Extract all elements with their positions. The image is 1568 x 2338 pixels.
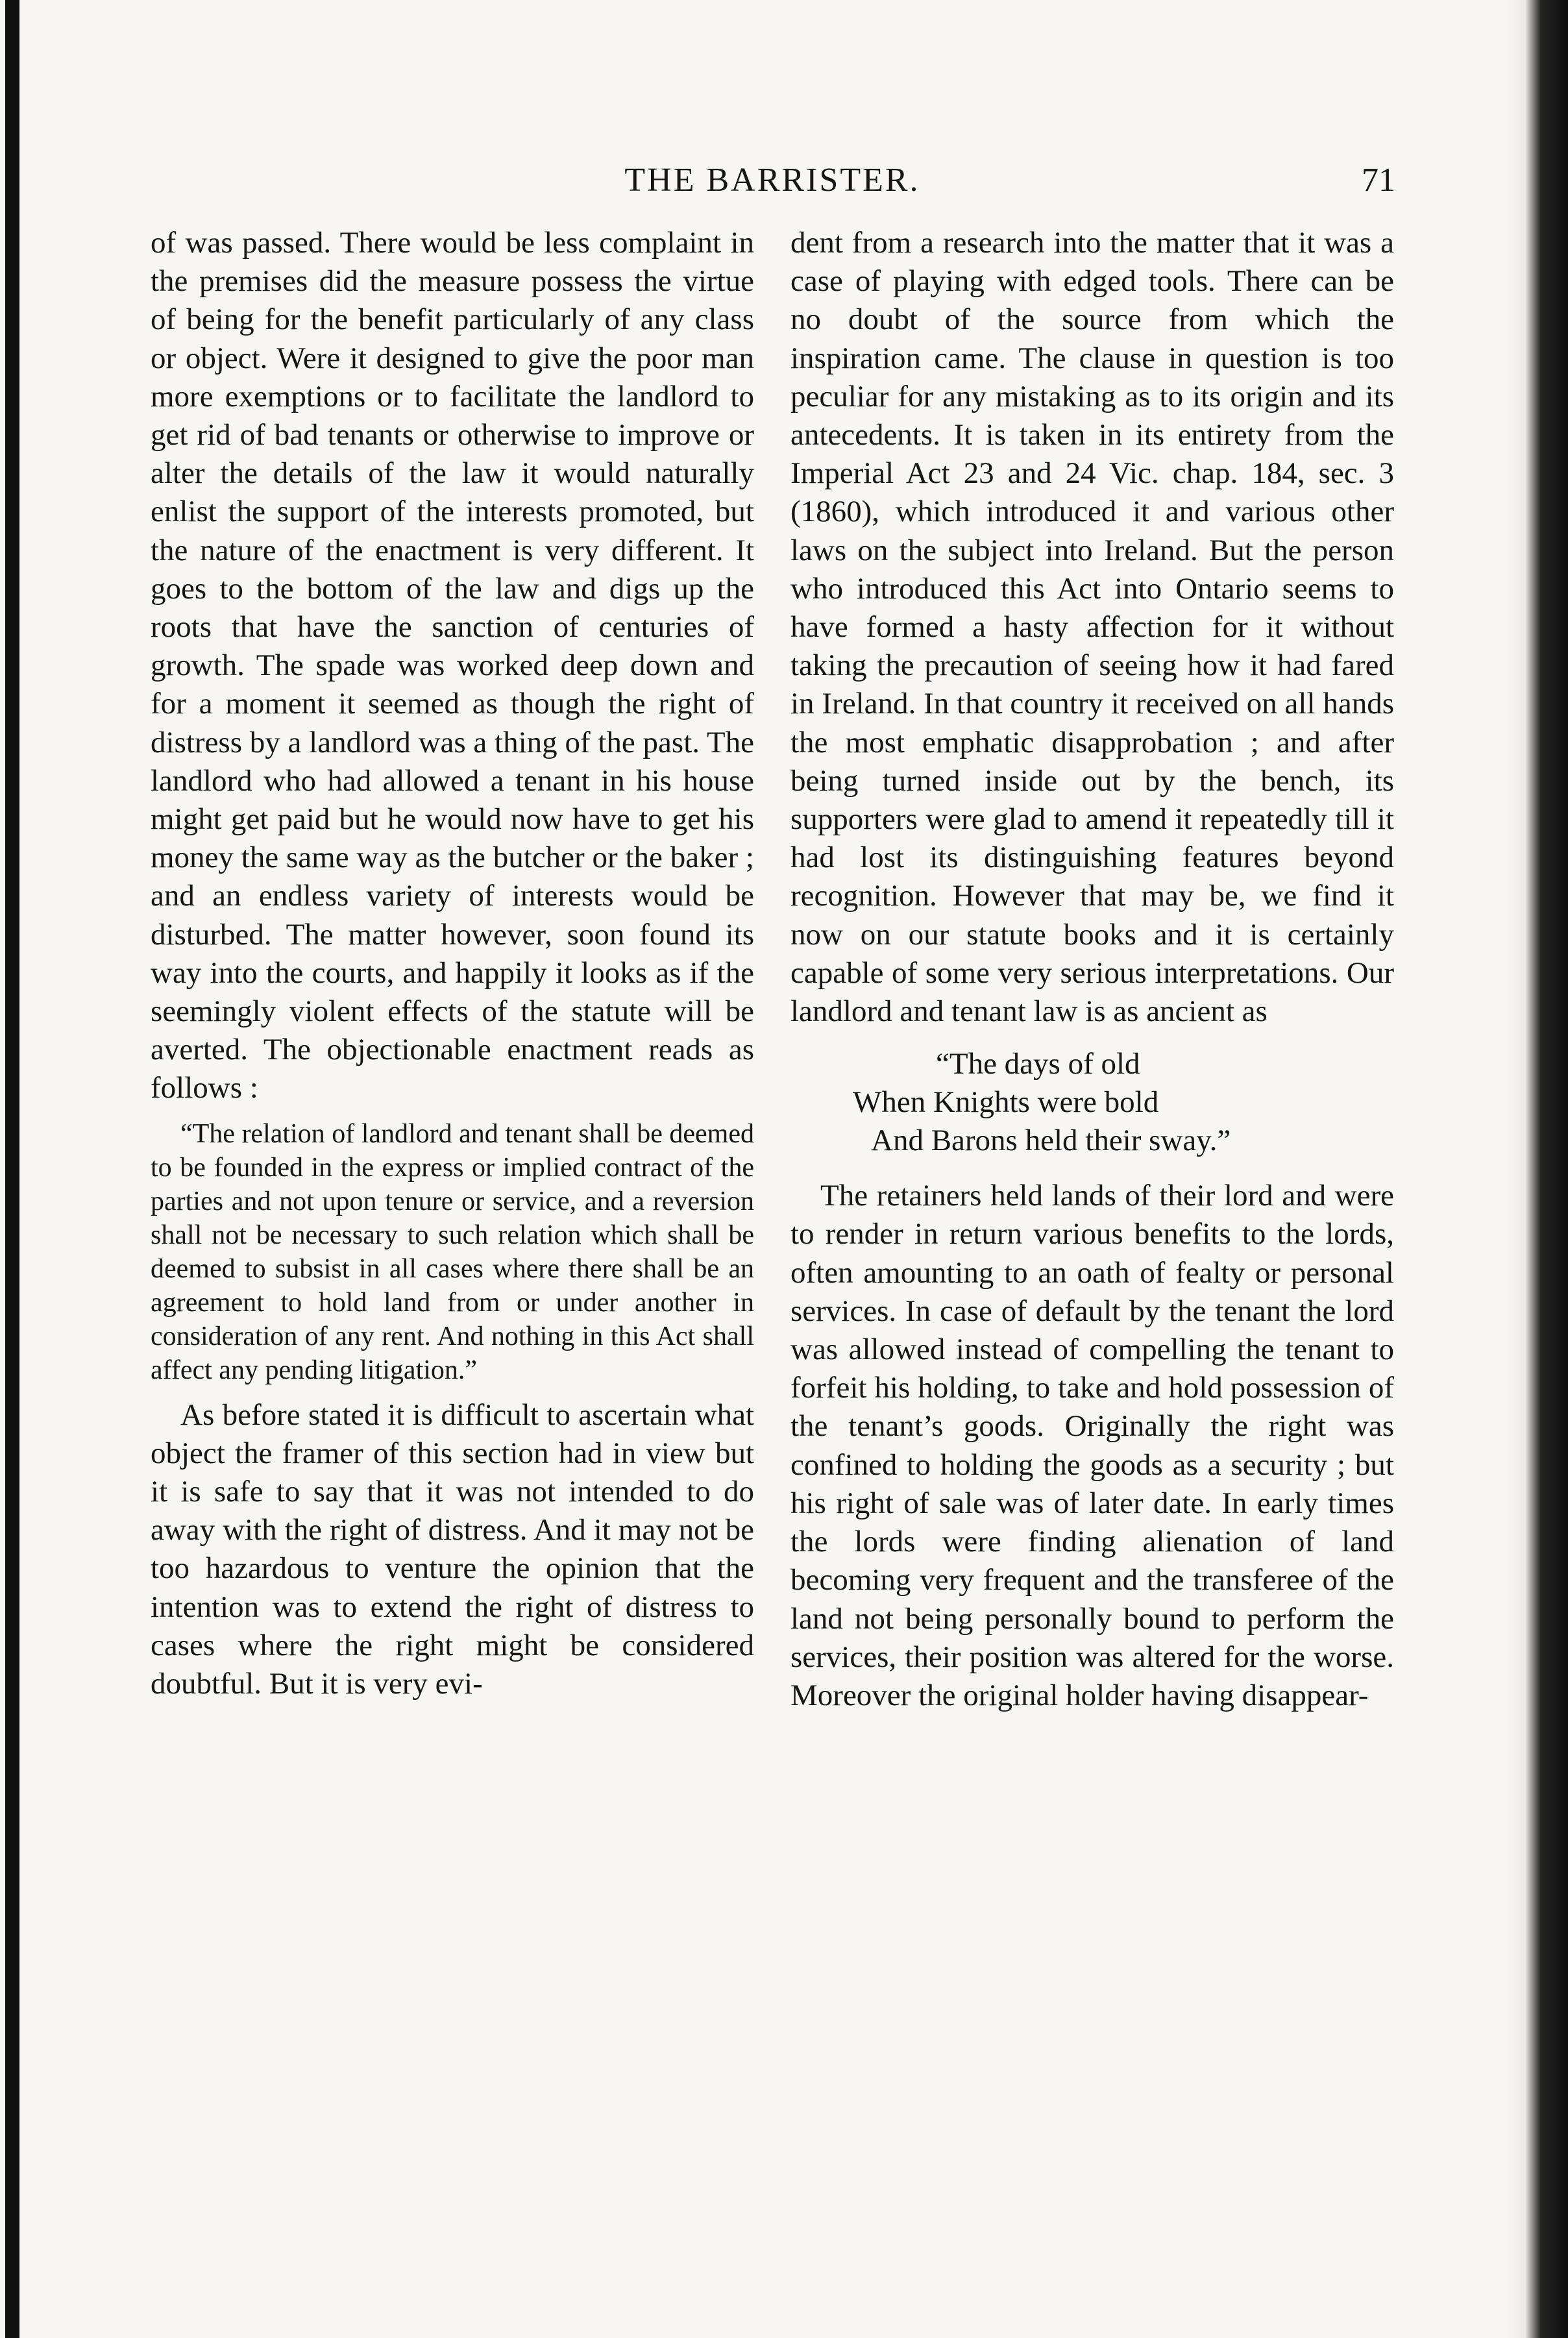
verse-line: And Barons held their sway.” bbox=[871, 1124, 1231, 1158]
scan-right-edge bbox=[1507, 0, 1568, 2338]
right-paragraph-1: dent from a research into the matter that it was a case of playing with edged tools. There can be no doubt of the source from which the inspiration came. The clause in question is too peculiar for any mistaking as to its origin and its antecedents. It is taken in its entirety from the Imperial Act 23 and 24 Vic. chap. 184, sec. 3 (1860), which introduced it and various other laws on the subject into Ireland. But the person who introduced this Act into Ontario seems to have formed a hasty affection for it without taking the precaution of seeing how it had fared in Ireland. In that country it received on all hands the most emphatic disapprobation ; and after being turned inside out by the bench, its supporters were glad to amend it repeatedly till it had lost its distinguishing features beyond recognition. However that may be, we find it now on our statute books and it is certainly capable of some very serious interpretations. Our landlord and tenant law is as ancient as bbox=[790, 226, 1394, 1029]
left-paragraph-1: of was passed. There would be less complaint in the premises did the measure possess the virtue of being for the benefit particularly of any class or object. Were it designed to give the poor man more exemptions or to facilitate the landlord to get rid of bad tenants or otherwise to improve or alter the details of the law it would naturally enlist the support of the interests promoted, but the nature of the enactment is very different. It goes to the bottom of the law and digs up the roots that have the sanction of centuries of growth. The spade was worked deep down and for a moment it seemed as though the right of distress by a landlord was a thing of the past. The landlord who had allowed a tenant in his house might get paid but he would now have to get his money the same way as the butcher or the baker ; and an endless variety of interests would be disturbed. The matter however, soon found its way into the courts, and happily it looks as if the seemingly violent effects of the statute will be averted. The objectionable enactment reads as follows : bbox=[151, 226, 754, 1105]
verse-line: “The days of old bbox=[936, 1047, 1140, 1081]
statute-quotation: “The relation of landlord and tenant shall be deemed to be founded in the express or implied contract of the parties and not upon tenure or service, and a reversion shall not be necessary to such relation which shall be deemed to subsist in all cases where there shall be an agreement to hold land from or under another in consideration of any rent. And nothing in this Act shall affect any pending litigation.” bbox=[151, 1118, 754, 1385]
running-head: THE BARRISTER. bbox=[624, 162, 920, 199]
right-column bbox=[790, 224, 1394, 1715]
right-paragraph-2: The retainers held lands of their lord and were to render in return various benefits to the lords, often amounting to an oath of fealty or personal services. In case of default by the tenant the lord was allowed instead of compelling the tenant to forfeit his holding, to take and hold possession of the tenant’s goods. Originally the right was confined to holding the goods as a security ; but his right of sale was of later date. In early times the lords were finding alienation of land becoming very frequent and the transferee of the land not being personally bound to perform the services, their position was altered for the worse. Moreover the original holder having disappear- bbox=[790, 1179, 1394, 1712]
scan-left-edge bbox=[5, 0, 19, 2338]
left-paragraph-2: As before stated it is difficult to ascertain what object the framer of this section had in view but it is safe to say that it was not intended to do away with the right of distress. And it may not be too hazardous to venture the opinion that the intention was to extend the right of distress to cases where the right might be considered doubtful. But it is very evi- bbox=[151, 1397, 754, 1701]
left-column bbox=[151, 224, 754, 1703]
page-number: 71 bbox=[1362, 162, 1395, 199]
verse-quotation bbox=[853, 1045, 1394, 1160]
page-header bbox=[149, 154, 1395, 206]
verse-line: When Knights were bold bbox=[853, 1085, 1159, 1120]
